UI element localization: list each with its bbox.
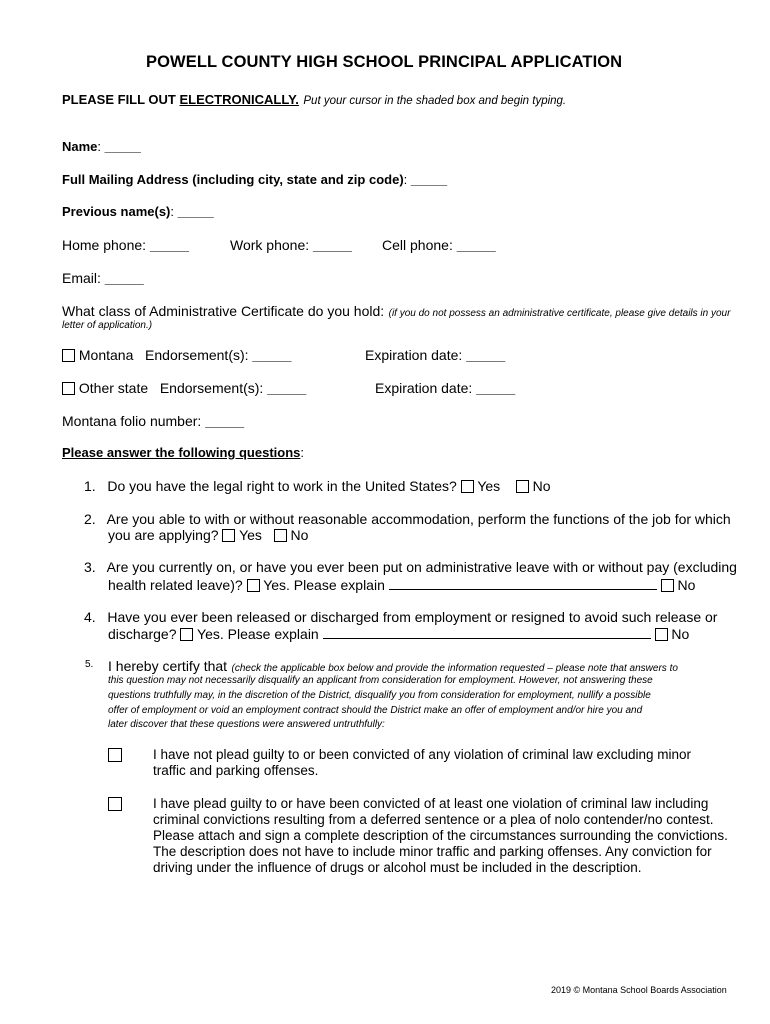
certificate-question-row (62, 303, 730, 321)
montana-expiration-field[interactable]: _____ (466, 347, 506, 363)
montana-endorsement-field[interactable]: _____ (252, 347, 292, 363)
footer-copyright: 2019 © Montana School Boards Association (551, 985, 727, 995)
home-phone-row (62, 237, 189, 253)
no-checkbox[interactable] (274, 529, 287, 542)
question-4 (84, 609, 717, 625)
email-label: Email: (62, 270, 101, 286)
yes-checkbox[interactable] (222, 529, 235, 542)
question-number: 2. (84, 511, 96, 527)
other-state-expiration-label: Expiration date: (375, 380, 473, 396)
yes-label: Yes. Please explain (263, 577, 385, 593)
instructions (62, 91, 566, 109)
other-state-row (62, 380, 306, 396)
option-2-checkbox[interactable] (108, 797, 122, 816)
email-field[interactable]: _____ (104, 270, 144, 286)
other-state-expiration-field[interactable]: _____ (476, 380, 516, 396)
no-checkbox[interactable] (516, 480, 529, 493)
montana-checkbox[interactable] (62, 349, 75, 362)
no-label: No (290, 527, 309, 543)
explain-field[interactable] (389, 576, 657, 590)
other-state-endorsement-label: Endorsement(s): (159, 380, 264, 396)
instructions-emphasis: ELECTRONICALLY. (179, 92, 299, 107)
checkbox-square[interactable] (108, 797, 122, 811)
question-text: Do you have the legal right to work in the United States? (107, 478, 457, 494)
certify-line2: this question may not necessarily disqualify an applicant from consideration for employment. However, not answering these (108, 675, 653, 686)
montana-row (62, 347, 291, 363)
question-text-line1: Are you able to with or without reasonable accommodation, perform the functions of the job for which (106, 511, 731, 527)
question-text-line2: health related leave)? (108, 577, 243, 593)
home-phone-label: Home phone: (62, 237, 147, 253)
question-number: 3. (84, 559, 96, 575)
previous-names-row (62, 204, 214, 219)
yes-checkbox[interactable] (461, 480, 474, 493)
option-1-text: I have not plead guilty to or been convicted of any violation of criminal law excluding minor traffic and parking offenses. (153, 747, 692, 778)
question-2 (84, 511, 731, 527)
mailing-label: Full Mailing Address (including city, state and zip code) (62, 172, 404, 187)
questions-heading: Please answer the following questions (62, 445, 301, 460)
montana-endorsement-label: Endorsement(s): (145, 347, 249, 363)
question-2-line2 (108, 527, 308, 543)
question-text-line1: Have you ever been released or discharged from employment or resigned to avoid such release or (107, 609, 718, 625)
questions-heading-colon: : (300, 445, 305, 460)
yes-label: Yes (477, 478, 501, 494)
mailing-row (62, 172, 447, 187)
question-text-line2: discharge? (108, 626, 177, 642)
certify-line5: later discover that these questions were answered untruthfully: (108, 719, 385, 730)
other-state-checkbox[interactable] (62, 382, 75, 395)
questions-heading-row (62, 445, 304, 460)
question-4-line2 (108, 625, 689, 642)
no-label: No (532, 478, 551, 494)
explain-field[interactable] (323, 625, 651, 639)
previous-names-field[interactable]: _____ (177, 204, 214, 219)
question-3 (84, 559, 737, 575)
montana-expiration-row (365, 347, 505, 363)
email-row (62, 270, 144, 286)
certificate-note-1: (if you do not possess an administrative certificate, please give details in your (388, 308, 731, 319)
yes-checkbox[interactable] (247, 579, 260, 592)
other-state-expiration-row (375, 380, 515, 396)
certify-line1: (check the applicable box below and provide the information requested – please note that answers to (231, 663, 678, 674)
certify-line4: offer of employment or void an employment contract should the District make an offer of employment and/or hire you and (108, 705, 643, 716)
folio-row (62, 413, 244, 429)
no-label: No (671, 626, 690, 642)
instructions-lead: PLEASE FILL OUT (62, 92, 180, 107)
certificate-question: What class of Administrative Certificate do you hold: (62, 303, 385, 319)
previous-names-colon: : (170, 204, 174, 219)
montana-label: Montana (78, 347, 134, 363)
certify-line3: questions truthfully may, in the discretion of the District, disqualify you from consideration for employment, nullify a possible (108, 690, 651, 701)
mailing-field[interactable]: _____ (410, 172, 448, 187)
option-2-text: I have plead guilty to or have been convicted of at least one violation of criminal law including criminal convictions resulting from a deferred sentence or a plea of nolo contender/no contest. Please attach and sign a complete description of the circumstances surrounding the convictions. The description does not have to include minor traffic and parking offenses. Any conviction for driving under the influence of drugs or alcohol must be included in the description. (153, 796, 728, 875)
yes-label: Yes (239, 527, 262, 543)
work-phone-label: Work phone: (230, 237, 310, 253)
no-checkbox[interactable] (661, 579, 674, 592)
name-colon: : (97, 139, 102, 154)
question-5-number: 5. (85, 659, 94, 670)
other-state-label: Other state (78, 380, 149, 396)
folio-field[interactable]: _____ (205, 413, 245, 429)
montana-expiration-label: Expiration date: (365, 347, 463, 363)
question-text-line1: Are you currently on, or have you ever been put on administrative leave with or without pay (excluding (106, 559, 737, 575)
instructions-note: Put your cursor in the shaded box and begin typing. (303, 95, 567, 107)
other-state-endorsement-field[interactable]: _____ (267, 380, 307, 396)
work-phone-row (230, 237, 352, 253)
yes-checkbox[interactable] (180, 628, 193, 641)
mailing-colon: : (403, 172, 408, 187)
name-field[interactable]: _____ (104, 139, 141, 154)
work-phone-field[interactable]: _____ (313, 237, 352, 253)
cell-phone-field[interactable]: _____ (456, 237, 496, 253)
cell-phone-label: Cell phone: (382, 237, 453, 253)
question-5-line1 (108, 658, 678, 676)
option-1-checkbox[interactable] (108, 748, 122, 767)
yes-label: Yes. Please explain (197, 626, 319, 642)
question-number: 1. (84, 478, 96, 494)
question-number: 4. (84, 609, 96, 625)
question-1 (84, 478, 551, 494)
name-row (62, 139, 141, 154)
checkbox-square[interactable] (108, 748, 122, 762)
cell-phone-row (382, 237, 496, 253)
page-title: POWELL COUNTY HIGH SCHOOL PRINCIPAL APPLICATION (146, 53, 623, 71)
question-text-line2: you are applying? (108, 527, 219, 543)
home-phone-field[interactable]: _____ (149, 237, 189, 253)
folio-label: Montana folio number: (62, 413, 202, 429)
question-3-line2 (108, 576, 695, 593)
no-label: No (677, 577, 696, 593)
name-label: Name (62, 139, 98, 154)
previous-names-label: Previous name(s) (62, 204, 171, 219)
no-checkbox[interactable] (655, 628, 668, 641)
certify-lead: I hereby certify that (108, 658, 228, 674)
certificate-note-2: letter of application.) (62, 320, 153, 331)
